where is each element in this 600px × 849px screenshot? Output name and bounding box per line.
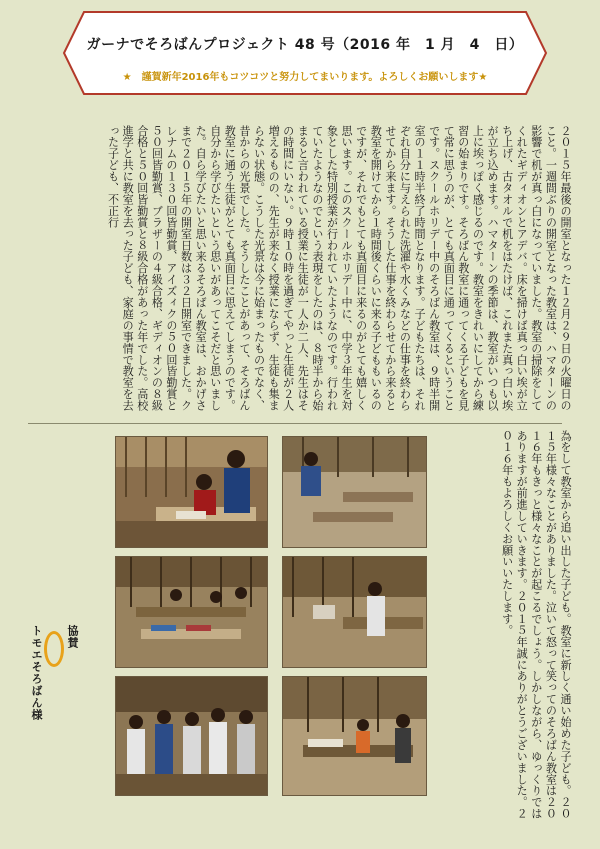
new-year-greeting: ★ 謹賀新年2016年もコツコツと努力してまいります。よろしくお願いします★ [122,72,488,83]
section-divider [28,423,562,424]
photo-empty-classroom-desks [282,436,427,548]
sponsor-name: トモエそろばん様 [30,625,43,721]
article-main-text: ２０１５年最後の開室となった１２月２９日の火曜日のこと。一週間ぶりの開室となった教室は、ハマターンの影響で机が真っ白になっていました。教室の掃除をしてくれたギディオンとアデバ。床を掃けば真っ白い埃が立ち上げ、古タオルで机をはたけば、これまた真っ白い埃が立ち込めます。ハマターンの季節は、教室がいつも以上に埃っぽく感じるのです。教室をきれいにしてから練習の始まりです。そろばん教室に通ってくる子どもを見て常に思うのが、とても真面目に通ってくるということです。スクールホリデー中のそろばん教室は、９時半開室の１１時半終了時間となります。子どもたちは、それぞれ自分に与えられた洗濯や水くみなどの仕事を終わらせてから来ます。そうした仕事を終わらせてから来ると教室を開けてから１時間後くらいに来る子どももいるのですが、それでもとても真面目に来るのがとても嬉しく思います。このスクールホリデー中に、中学３年生を対象とした特別授業が行われていたようなのです。行われていたようなのでという表現をしたのは、８時半から始まると言われている授業に生徒が一人か二人、先生はその時間にいない。９時１０時を過ぎてやっと生徒が２人増えるものの、先生が来なく授業にならず、生徒も集まらない状態。こうした光景は今に始まったものでなく、昔からの光景でした。そうしたことがあって、そろばん教室に通う生徒がとても真面目に思えてしまうのです。自分から学びたいという思いがあってこそだと思いました。自ら学びたいと思い来るそろばん教室は、おかげさまで２０１５年の開室日数は３２日開室できました。クレナムの１３０回皆勤賞、アイズィクの５０回皆勤賞と５０回皆勤賞、ブラザーの４級合格、ギディオンの８級合格と５０回皆勤賞と８級合格があった年でした。高校進学と共に教室を去った子ども、家庭の事情で教室を去った子ども、不正行 [106,125,572,412]
newsletter-title: ガーナでそろばんプロジェクト 48 号（2016 年 1 月 4 日） [86,37,524,53]
photo-students-at-desk [115,436,268,548]
article-continued-text: 為をして教室から追い出した子ども。教室に新しく通い始めた子ども。２０１５年様々なことがありました。泣いて怒って笑ってのそろばん教室は２０１６年もきっと様々なことが起こるでしょう。しかしながら、ゆっくりではありますが前進していきます。２０１５年誠にありがとうございました。２０１６年もよろしくお願いいたします。 [500,430,572,820]
sponsor-oval-mark [44,631,64,667]
photo-classroom-with-abacus [115,556,268,668]
sponsor-credit [30,625,80,721]
photo-teacher-with-students [282,676,427,796]
header-banner [62,10,548,96]
sponsor-label: 協賛 [66,625,79,649]
photo-student-writing [282,556,427,668]
photo-students-holding-abacus [115,676,268,796]
